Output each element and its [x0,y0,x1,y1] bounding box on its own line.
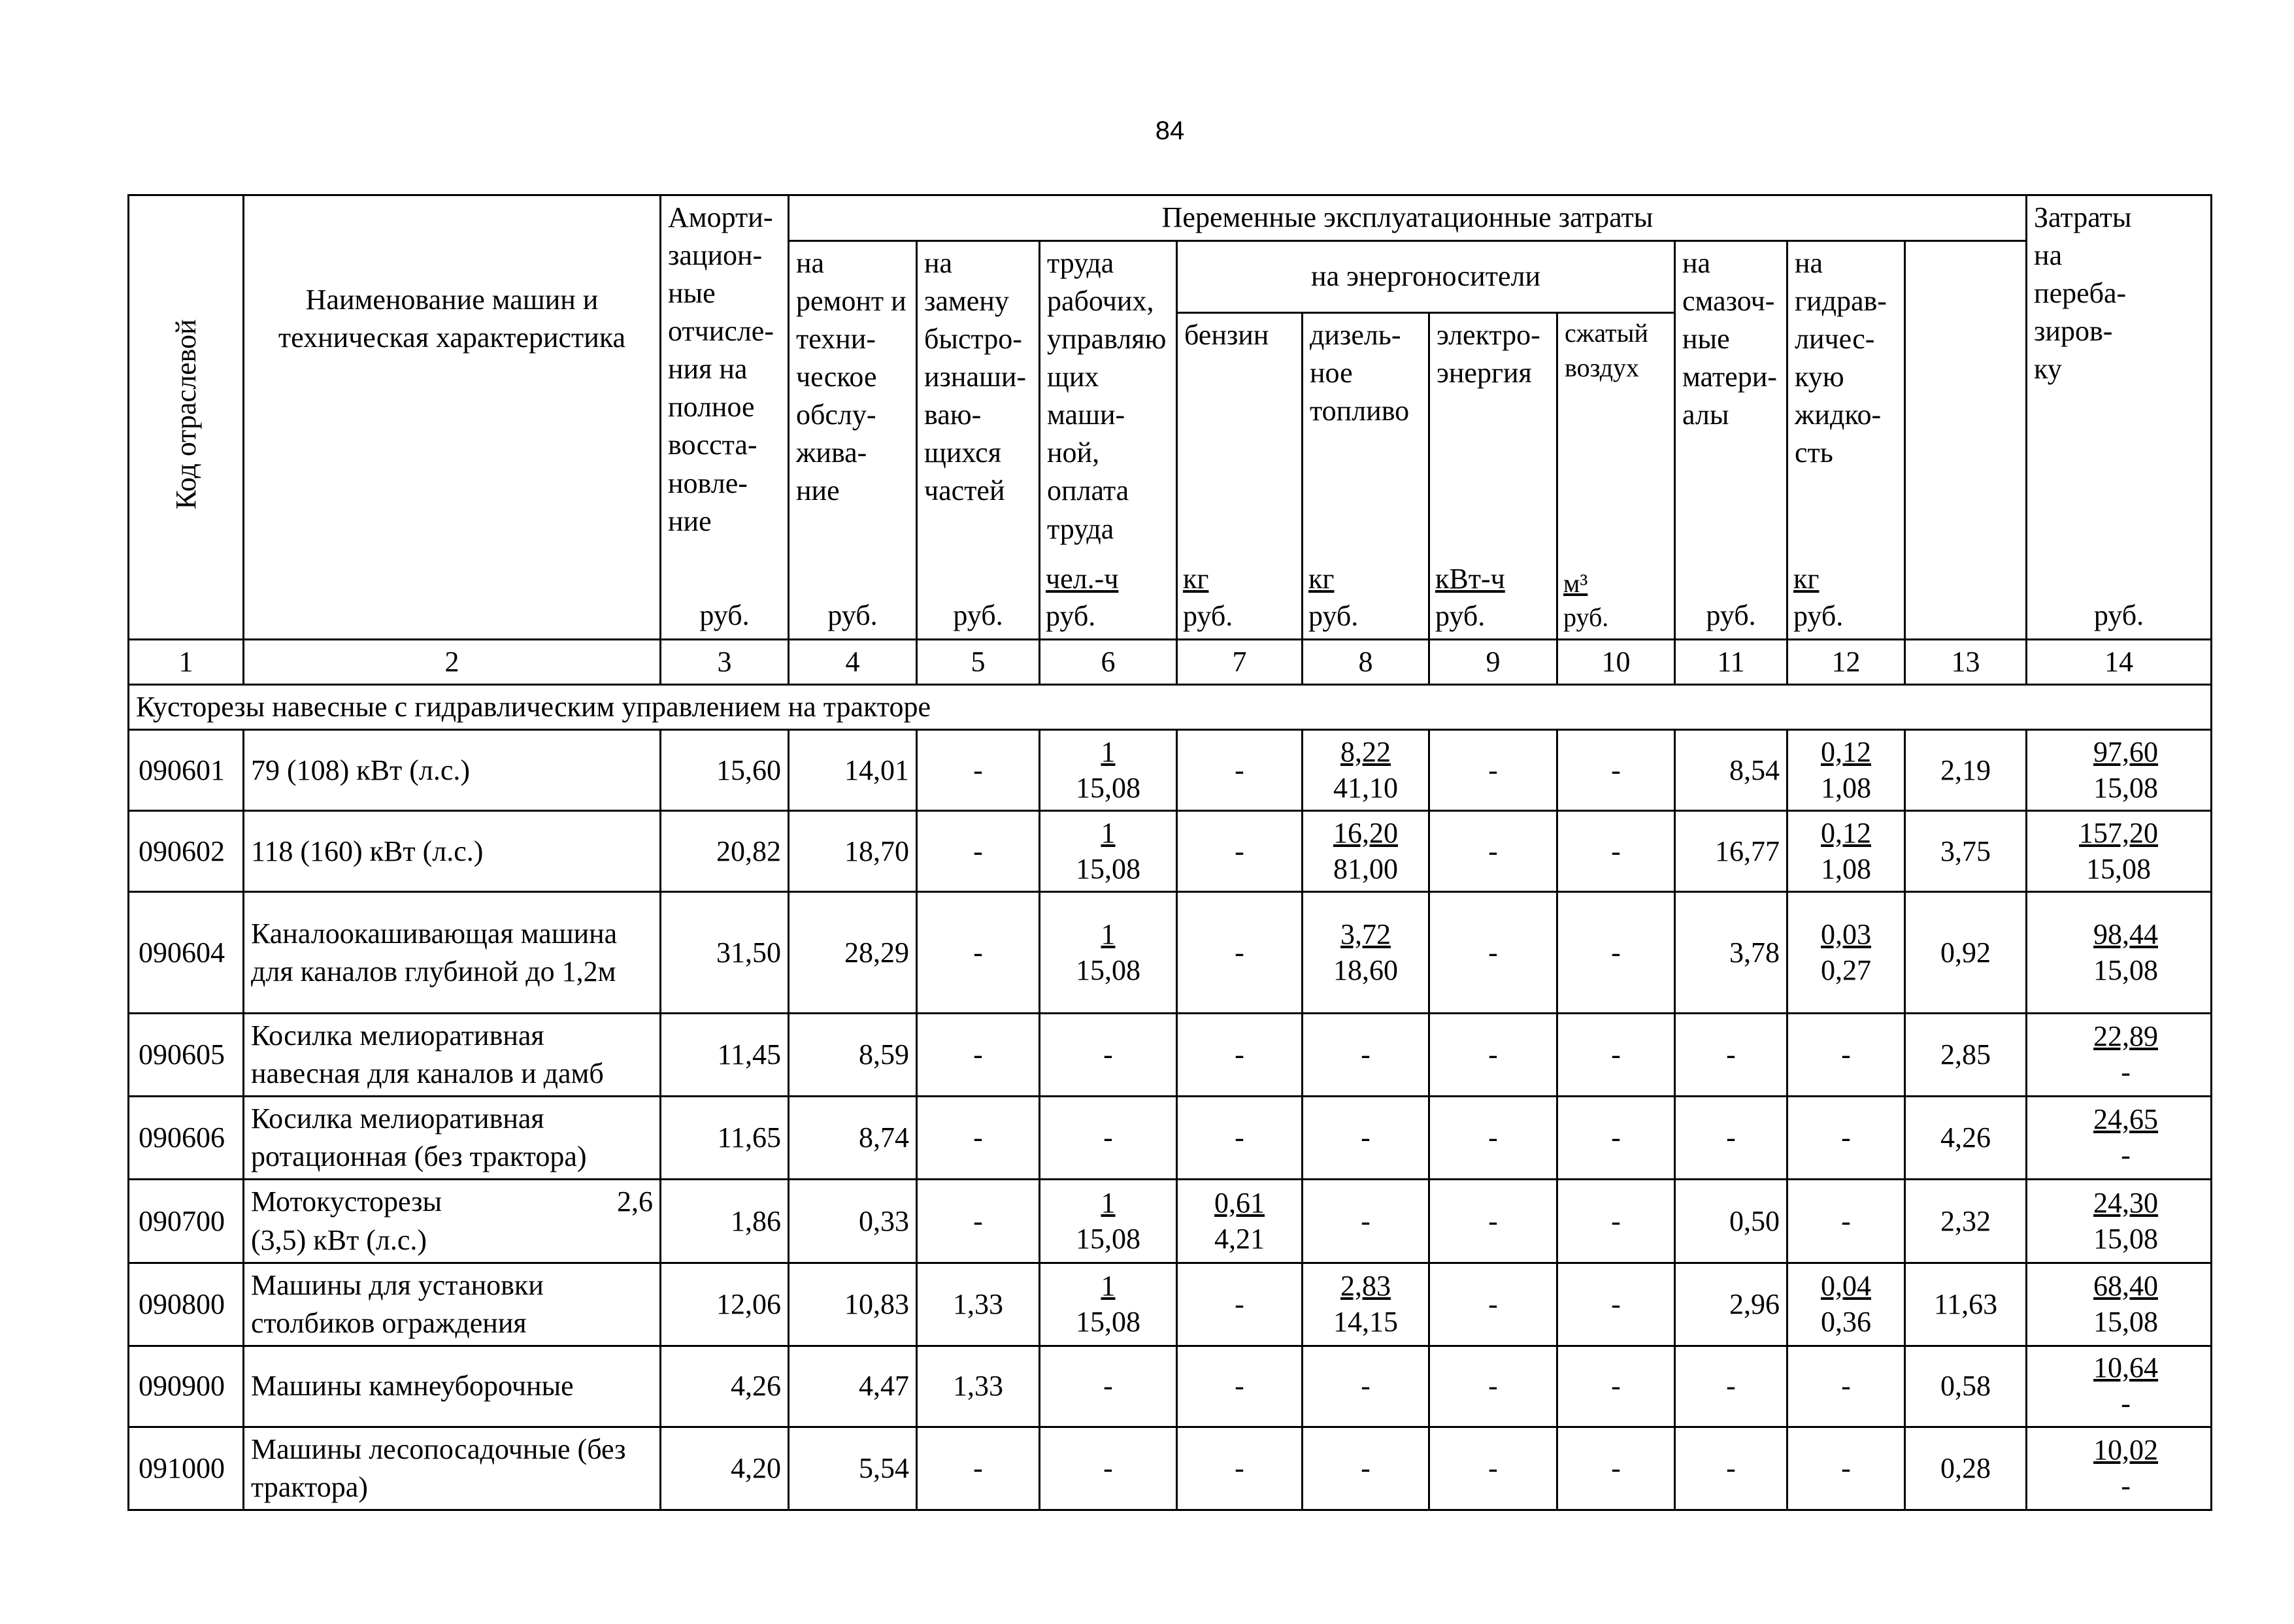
column-number: 6 [1040,640,1177,685]
row-electric: - [1429,1427,1557,1510]
table-row [129,1263,2212,1346]
table-row [129,730,2212,811]
labor-line: щих [1047,361,1099,393]
electric-line: электро- [1437,319,1540,351]
row-diesel: $\frac{2,83}{14,15}$ [1303,1263,1429,1346]
header-amort [661,195,789,640]
row-estimate: $\frac{98,44}{15,08}$ [2027,892,2212,1014]
row-electric: - [1429,1346,1557,1427]
row-amort: 4,20 [661,1427,789,1510]
row-name: Машины камнеуборочные [244,1346,661,1427]
table-row [129,811,2212,892]
row-air: - [1557,1427,1675,1510]
row-estimate: $\frac{68,40}{15,08}$ [2027,1263,2212,1346]
row-parts: - [917,892,1040,1014]
row-electric: - [1429,811,1557,892]
row-hydro: $\frac{0,03}{0,27}$ [1787,892,1905,1014]
row-estimate: $\frac{22,89}{-}$ [2027,1014,2212,1097]
row-labor: $\frac{1}{15,08}$ [1040,1263,1177,1346]
header-diesel [1303,313,1429,640]
lube-line: на [1682,247,1711,279]
row-petrol: - [1177,1014,1303,1097]
row-code: 090605 [129,1014,244,1097]
column-number: 4 [789,640,917,685]
row-air: - [1557,1346,1675,1427]
repair-line: на [796,247,825,279]
row-estimate: $\frac{10,64}{-}$ [2027,1346,2212,1427]
hydro-line: гидрав- [1795,285,1887,318]
row-estimate: $\frac{10,02}{-}$ [2027,1427,2212,1510]
row-labor: - [1040,1427,1177,1510]
header-name: Наименование машин и техническая характеристика [244,195,661,640]
row-amort: 12,06 [661,1263,789,1346]
row-air: - [1557,1180,1675,1263]
row-lube: 16,77 [1675,811,1787,892]
header-code: Код отраслевой [129,195,244,640]
petrol-unit: кг руб. [1183,562,1233,632]
column-number: 14 [2027,640,2212,685]
row-amort: 15,60 [661,730,789,811]
row-electric: - [1429,1097,1557,1180]
row-petrol: - [1177,1346,1303,1427]
column-number: 13 [1905,640,2027,685]
table-row [129,1014,2212,1097]
section-row [129,685,2212,730]
row-air: - [1557,730,1675,811]
diesel-line: ное [1310,357,1353,389]
amort-line: ния на [668,353,748,386]
row-code: 090601 [129,730,244,811]
repair-line: обслу- [796,399,876,431]
repair-unit: руб. [827,599,878,631]
row-estimate: $\frac{157,20}{15,08}$ [2027,811,2212,892]
repair-line: ремонт и [796,285,906,318]
page-number: 84 [1155,116,1185,145]
header-air [1557,313,1675,640]
relocation-line: на [2034,239,2063,272]
row-parts: 1,33 [917,1263,1040,1346]
row-air: - [1557,1263,1675,1346]
row-labor: $\frac{1}{15,08}$ [1040,730,1177,811]
amort-line: ние [668,505,712,537]
row-hydro: $\frac{0,04}{0,36}$ [1787,1263,1905,1346]
row-estimate: $\frac{24,30}{15,08}$ [2027,1180,2212,1263]
row-relocation: 2,85 [1905,1014,2027,1097]
parts-line: частей [924,474,1005,507]
row-lube: - [1675,1014,1787,1097]
column-number: 9 [1429,640,1557,685]
table-row [129,1427,2212,1510]
column-number: 3 [661,640,789,685]
hydro-line: личес- [1795,323,1875,356]
row-labor: $\frac{1}{15,08}$ [1040,1180,1177,1263]
hydro-line: кую [1795,361,1844,393]
row-estimate: $\frac{24,65}{-}$ [2027,1097,2212,1180]
air-line: воздух [1565,352,1640,382]
row-repair: 0,33 [789,1180,917,1263]
parts-line: ваю- [924,399,982,431]
parts-unit: руб. [953,599,1003,631]
row-code: 091000 [129,1427,244,1510]
header-variable-costs: Переменные эксплуатационные затраты [789,195,2027,241]
row-estimate: $\frac{97,60}{15,08}$ [2027,730,2212,811]
row-relocation: 4,26 [1905,1097,2027,1180]
row-name: Машины лесопосадочные (без трактора) [244,1427,661,1510]
parts-line: изнаши- [924,361,1027,393]
relocation-line: зиров- [2034,315,2113,348]
table-row [129,892,2212,1014]
amort-line: Аморти- [668,201,773,233]
repair-line: ние [796,474,840,507]
amort-line: зацион- [668,239,763,272]
row-repair: 8,74 [789,1097,917,1180]
row-amort: 1,86 [661,1180,789,1263]
row-relocation: 3,75 [1905,811,2027,892]
row-amort: 11,45 [661,1014,789,1097]
row-air: - [1557,811,1675,892]
lube-line: матери- [1682,361,1777,393]
repair-line: техни- [796,323,876,356]
row-petrol: - [1177,1427,1303,1510]
row-parts: - [917,1014,1040,1097]
labor-line: труда [1047,512,1114,545]
table-row [129,1180,2212,1263]
column-number: 2 [244,640,661,685]
header-repair [789,241,917,640]
row-repair: 5,54 [789,1427,917,1510]
row-name: Машины для установки столбиков ограждения [244,1263,661,1346]
repair-line: ческое [796,361,877,393]
parts-line: на [924,247,953,279]
table-row [129,1346,2212,1427]
row-electric: - [1429,1263,1557,1346]
row-air: - [1557,1014,1675,1097]
row-petrol: - [1177,811,1303,892]
row-electric: - [1429,892,1557,1014]
labor-line: оплата [1047,474,1129,507]
labor-line: маши- [1047,399,1125,431]
hydro-unit: кг руб. [1793,562,1844,632]
row-parts: - [917,1097,1040,1180]
row-hydro: - [1787,1427,1905,1510]
row-labor: - [1040,1014,1177,1097]
header-parts [917,241,1040,640]
header-lube [1675,241,1787,640]
parts-line: быстро- [924,323,1022,356]
row-relocation: 0,28 [1905,1427,2027,1510]
row-hydro: - [1787,1014,1905,1097]
row-lube: - [1675,1427,1787,1510]
row-code: 090900 [129,1346,244,1427]
diesel-unit: кг руб. [1308,562,1359,632]
row-air: - [1557,892,1675,1014]
row-amort: 31,50 [661,892,789,1014]
row-name: Косилка мелиоративная навесная для каналов и дамб [244,1014,661,1097]
parts-line: замену [924,285,1009,318]
row-name: Мотокусторезы 2,6 (3,5) кВт (л.с.) [244,1180,661,1263]
row-amort: 4,26 [661,1346,789,1427]
row-electric: - [1429,1014,1557,1097]
amort-line: отчисле- [668,315,774,348]
table-row [129,1097,2212,1180]
row-name: Каналоокашивающая машина для каналов глубиной до 1,2м [244,892,661,1014]
row-repair: 8,59 [789,1014,917,1097]
amort-line: новле- [668,467,748,499]
row-repair: 4,47 [789,1346,917,1427]
labor-line: рабочих, [1047,285,1154,318]
air-unit: м³ руб. [1563,569,1609,632]
row-air: - [1557,1097,1675,1180]
lube-line: смазоч- [1682,285,1775,318]
row-repair: 18,70 [789,811,917,892]
row-repair: 10,83 [789,1263,917,1346]
row-labor: $\frac{1}{15,08}$ [1040,892,1177,1014]
lube-line: алы [1682,399,1729,431]
row-parts: - [917,730,1040,811]
hydro-line: жидко- [1795,399,1882,431]
electric-unit: кВт-ч руб. [1435,562,1505,632]
row-code: 090700 [129,1180,244,1263]
row-code: 090800 [129,1263,244,1346]
row-hydro: - [1787,1180,1905,1263]
row-relocation: 0,92 [1905,892,2027,1014]
repair-line: жива- [796,437,867,469]
amort-line: ные [668,277,716,310]
row-relocation: 2,19 [1905,730,2027,811]
relocation-line: переба- [2034,277,2127,310]
row-hydro: - [1787,1097,1905,1180]
hydro-line: на [1795,247,1823,279]
hydro-line: сть [1795,437,1833,469]
row-hydro: $\frac{0,12}{1,08}$ [1787,811,1905,892]
row-lube: 8,54 [1675,730,1787,811]
column-number: 8 [1303,640,1429,685]
header-petrol: бензин кг руб. [1177,313,1303,640]
row-code: 090602 [129,811,244,892]
diesel-line: дизель- [1310,319,1401,351]
column-number: 12 [1787,640,1905,685]
header-electric [1429,313,1557,640]
row-petrol: - [1177,1097,1303,1180]
relocation-line: ку [2034,353,2062,386]
row-diesel: $\frac{3,72}{18,60}$ [1303,892,1429,1014]
labor-line: труда [1047,247,1114,279]
row-lube: - [1675,1097,1787,1180]
row-parts: - [917,1427,1040,1510]
lube-line: ные [1682,323,1730,356]
row-parts: - [917,811,1040,892]
section-title: Кусторезы навесные с гидравлическим управлением на тракторе [129,685,2212,730]
labor-line: управляю [1047,323,1167,356]
row-name: Косилка мелиоративная ротационная (без трактора) [244,1097,661,1180]
row-diesel: $\frac{8,22}{41,10}$ [1303,730,1429,811]
relocation-unit: руб. [2093,599,2144,631]
row-diesel: - [1303,1180,1429,1263]
row-name: 118 (160) кВт (л.с.) [244,811,661,892]
row-repair: 28,29 [789,892,917,1014]
diesel-line: топливо [1310,395,1410,427]
row-labor: - [1040,1346,1177,1427]
column-numbers-row [129,640,2212,685]
row-hydro: - [1787,1346,1905,1427]
header-energy: на энергоносители [1177,241,1675,313]
column-number: 11 [1675,640,1787,685]
row-lube: 0,50 [1675,1180,1787,1263]
row-diesel: - [1303,1014,1429,1097]
row-code: 090604 [129,892,244,1014]
row-relocation: 0,58 [1905,1346,2027,1427]
row-electric: - [1429,1180,1557,1263]
row-labor: - [1040,1097,1177,1180]
row-diesel: - [1303,1097,1429,1180]
row-electric: - [1429,730,1557,811]
electric-line: энергия [1437,357,1532,389]
row-diesel: $\frac{16,20}{81,00}$ [1303,811,1429,892]
row-amort: 20,82 [661,811,789,892]
row-lube: - [1675,1346,1787,1427]
column-number: 5 [917,640,1040,685]
row-hydro: $\frac{0,12}{1,08}$ [1787,730,1905,811]
row-diesel: - [1303,1346,1429,1427]
row-petrol: - [1177,1263,1303,1346]
row-amort: 11,65 [661,1097,789,1180]
header-labor [1040,241,1177,640]
amort-line: полное [668,391,755,423]
row-diesel: - [1303,1427,1429,1510]
labor-line: ной, [1047,437,1100,469]
row-relocation: 11,63 [1905,1263,2027,1346]
air-line: сжатый [1565,318,1648,348]
column-number: 10 [1557,640,1675,685]
amort-unit: руб. [699,599,750,631]
row-parts: 1,33 [917,1346,1040,1427]
labor-unit: чел.-ч руб. [1046,562,1119,632]
column-number: 1 [129,640,244,685]
row-relocation: 2,32 [1905,1180,2027,1263]
column-number: 7 [1177,640,1303,685]
header-relocation [2027,195,2212,640]
machine-cost-table [127,194,2212,1511]
row-petrol: $\frac{0,61}{4,21}$ [1177,1180,1303,1263]
row-lube: 2,96 [1675,1263,1787,1346]
row-petrol: - [1177,892,1303,1014]
row-petrol: - [1177,730,1303,811]
row-name: 79 (108) кВт (л.с.) [244,730,661,811]
parts-line: щихся [924,437,1001,469]
row-lube: 3,78 [1675,892,1787,1014]
lube-unit: руб. [1706,599,1756,631]
relocation-line: Затраты [2034,201,2132,233]
header-hydro [1787,241,1905,640]
row-labor: $\frac{1}{15,08}$ [1040,811,1177,892]
row-repair: 14,01 [789,730,917,811]
row-code: 090606 [129,1097,244,1180]
row-parts: - [917,1180,1040,1263]
amort-line: восста- [668,429,757,461]
